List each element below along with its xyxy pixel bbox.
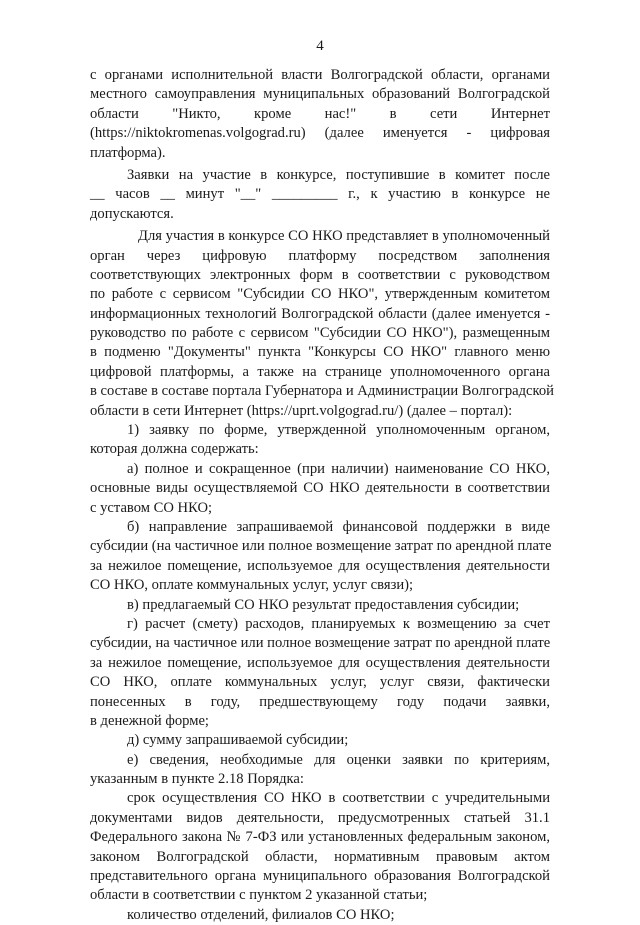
text-line: области в соответствии с пунктом 2 указанной статьи; [90,887,428,904]
paragraph [90,789,550,905]
text-line: руководство по работе с сервисом "Субсидии СО НКО"), размещенным [90,325,550,342]
text-line: субсидии, на частичное или полное возмещение затрат по арендной плате [90,635,551,652]
text-line: соответствующих электронных форм в соответствии с руководством [90,266,550,283]
paragraph [90,518,550,596]
text-line: области в сети Интернет (https://uprt.volgograd.ru/) (далее – портал): [90,402,513,419]
paragraph [90,421,550,460]
text-line: с уставом СО НКО; [90,499,213,516]
paragraph [90,615,550,731]
text-line: е) сведения, необходимые для оценки заявки по критериям, [127,751,550,768]
text-line: законом Волгоградской области, нормативным правовым актом [90,848,550,865]
text-line: Для участия в конкурсе СО НКО представляет в уполномоченный [138,228,550,245]
text-line: б) направление запрашиваемой финансовой поддержки в виде [127,518,550,535]
text-line: Заявки на участие в конкурсе, поступившие в комитет после [127,166,550,183]
text-line: платформа). [90,144,166,161]
text-line: за нежилое помещение, используемое для осуществления деятельности [90,654,550,671]
text-line: местного самоуправления муниципальных образований Волгоградской [90,86,550,103]
text-line: за нежилое помещение, используемое для осуществления деятельности [90,557,550,574]
text-line: г) расчет (смету) расходов, планируемых к возмещению за счет [127,615,550,632]
text-line: срок осуществления СО НКО в соответствии с учредительными [127,790,550,807]
text-line: в подменю "Документы" пункта "Конкурсы СО НКО" главного меню [90,344,550,361]
paragraph [90,227,554,421]
paragraph [90,731,550,750]
text-line: а) полное и сокращенное (при наличии) наименование СО НКО, [127,460,550,477]
text-line: с органами исполнительной власти Волгоградской области, органами [90,67,550,83]
text-line: документами видов деятельности, предусмотренных статьей 31.1 [90,809,550,826]
text-line: основные виды осуществляемой СО НКО деятельности в соответствии [90,480,550,497]
text-line: д) сумму запрашиваемой субсидии; [127,732,349,749]
text-line: понесенных в году, предшествующему году подачи заявки, [90,693,550,710]
text-line: СО НКО, оплате коммунальных услуг, услуг связи); [90,577,414,594]
text-line: субсидии (на частичное или полное возмещение затрат по арендной плате [90,538,552,555]
text-line: в составе в составе портала Губернатора и Администрации Волгоградской [90,383,554,400]
text-line: (https://niktokromenas.volgograd.ru) (далее именуется - цифровая [90,125,550,142]
paragraph [90,751,550,790]
text-line: количество отделений, филиалов СО НКО; [127,906,395,923]
text-line: представительного органа муниципального образования Волгоградской [90,868,550,885]
paragraph [90,596,550,615]
paragraph [90,906,550,925]
text-line: 1) заявку по форме, утвержденной уполномоченным органом, [127,422,550,439]
text-line: в) предлагаемый СО НКО результат предоставления субсидии; [127,596,520,613]
paragraph [90,460,550,518]
page-number: 4 [316,38,324,54]
text-line: допускаются. [90,205,174,222]
paragraph [90,66,550,163]
text-line: информационных технологий Волгоградской области (далее именуется - [90,305,550,322]
text-line: Федерального закона № 7-ФЗ или установленных федеральным законом, [90,829,550,846]
text-line: орган через цифровую платформу посредством заполнения [90,247,550,264]
text-line: по работе с сервисом "Субсидии СО НКО", утвержденным комитетом [90,286,550,303]
document-body [90,66,554,925]
text-line: цифровой платформы, а также на странице уполномоченного органа [90,363,550,380]
text-line: СО НКО, оплате коммунальных услуг, услуг связи, фактически [90,674,550,691]
text-line: указанным в пункте 2.18 Порядка: [90,771,304,788]
text-line: __ часов __ минут "__" _________ г., к участию в конкурсе не [90,186,550,203]
text-line: которая должна содержать: [90,441,259,458]
paragraph [90,166,550,224]
text-line: области "Никто, кроме нас!" в сети Интернет [90,105,550,122]
text-line: в денежной форме; [90,712,209,729]
